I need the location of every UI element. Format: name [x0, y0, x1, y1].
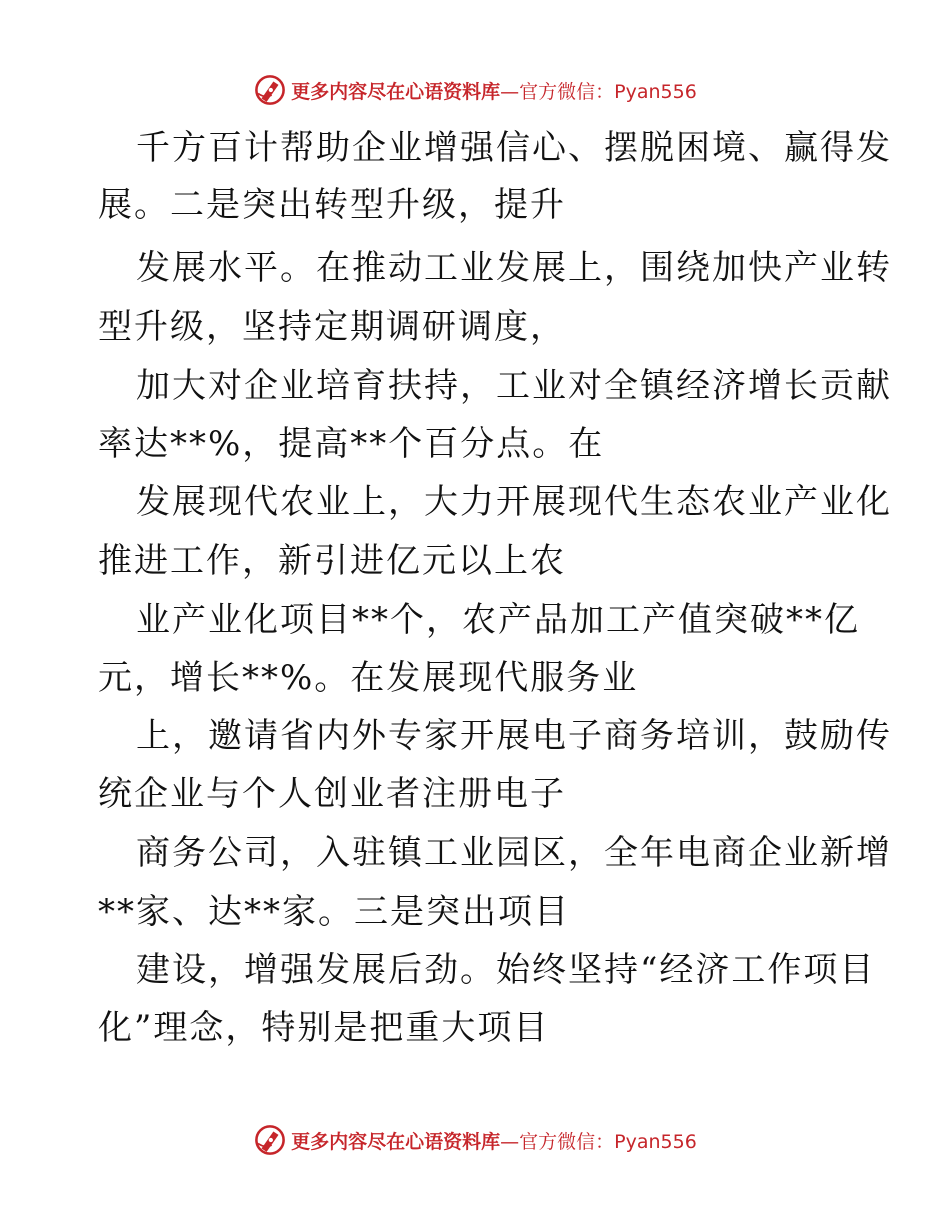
body-line: 发展水平。在推动工业发展上，围绕加快产业转	[136, 248, 892, 288]
body-line: **家、达**家。三是突出项目	[98, 892, 570, 932]
pen-nib-logo-icon	[253, 73, 287, 107]
body-line: 发展现代农业上，大力开展现代生态农业产业化	[136, 482, 892, 522]
header-banner-wechat: —官方微信：Pyan556	[500, 80, 697, 103]
body-line: 元，增长**%。在发展现代服务业	[98, 658, 639, 698]
footer-banner	[0, 1120, 950, 1160]
pen-nib-logo-icon	[253, 1123, 287, 1157]
body-line: 化”理念，特别是把重大项目	[98, 1008, 550, 1048]
body-line: 上，邀请省内外专家开展电子商务培训，鼓励传	[136, 716, 892, 756]
body-line: 展。二是突出转型升级，提升	[98, 185, 566, 225]
header-banner-title: 更多内容尽在心语资料库	[291, 80, 501, 103]
footer-banner-wechat: —官方微信：Pyan556	[500, 1130, 697, 1153]
header-banner	[0, 70, 950, 110]
body-line: 建设，增强发展后劲。始终坚持“经济工作项目	[136, 950, 876, 990]
body-line: 型升级，坚持定期调研调度，	[98, 307, 566, 347]
body-line: 推进工作，新引进亿元以上农	[98, 541, 566, 581]
body-line: 率达**%，提高**个百分点。在	[98, 424, 605, 464]
body-line: 业产业化项目**个，农产品加工产值突破**亿	[136, 600, 860, 640]
body-line: 统企业与个人创业者注册电子	[98, 774, 566, 814]
footer-banner-title: 更多内容尽在心语资料库	[291, 1130, 501, 1153]
body-line: 千方百计帮助企业增强信心、摆脱困境、赢得发	[136, 128, 892, 168]
body-line: 加大对企业培育扶持，工业对全镇经济增长贡献	[136, 366, 892, 406]
body-line: 商务公司，入驻镇工业园区，全年电商企业新增	[136, 833, 892, 873]
